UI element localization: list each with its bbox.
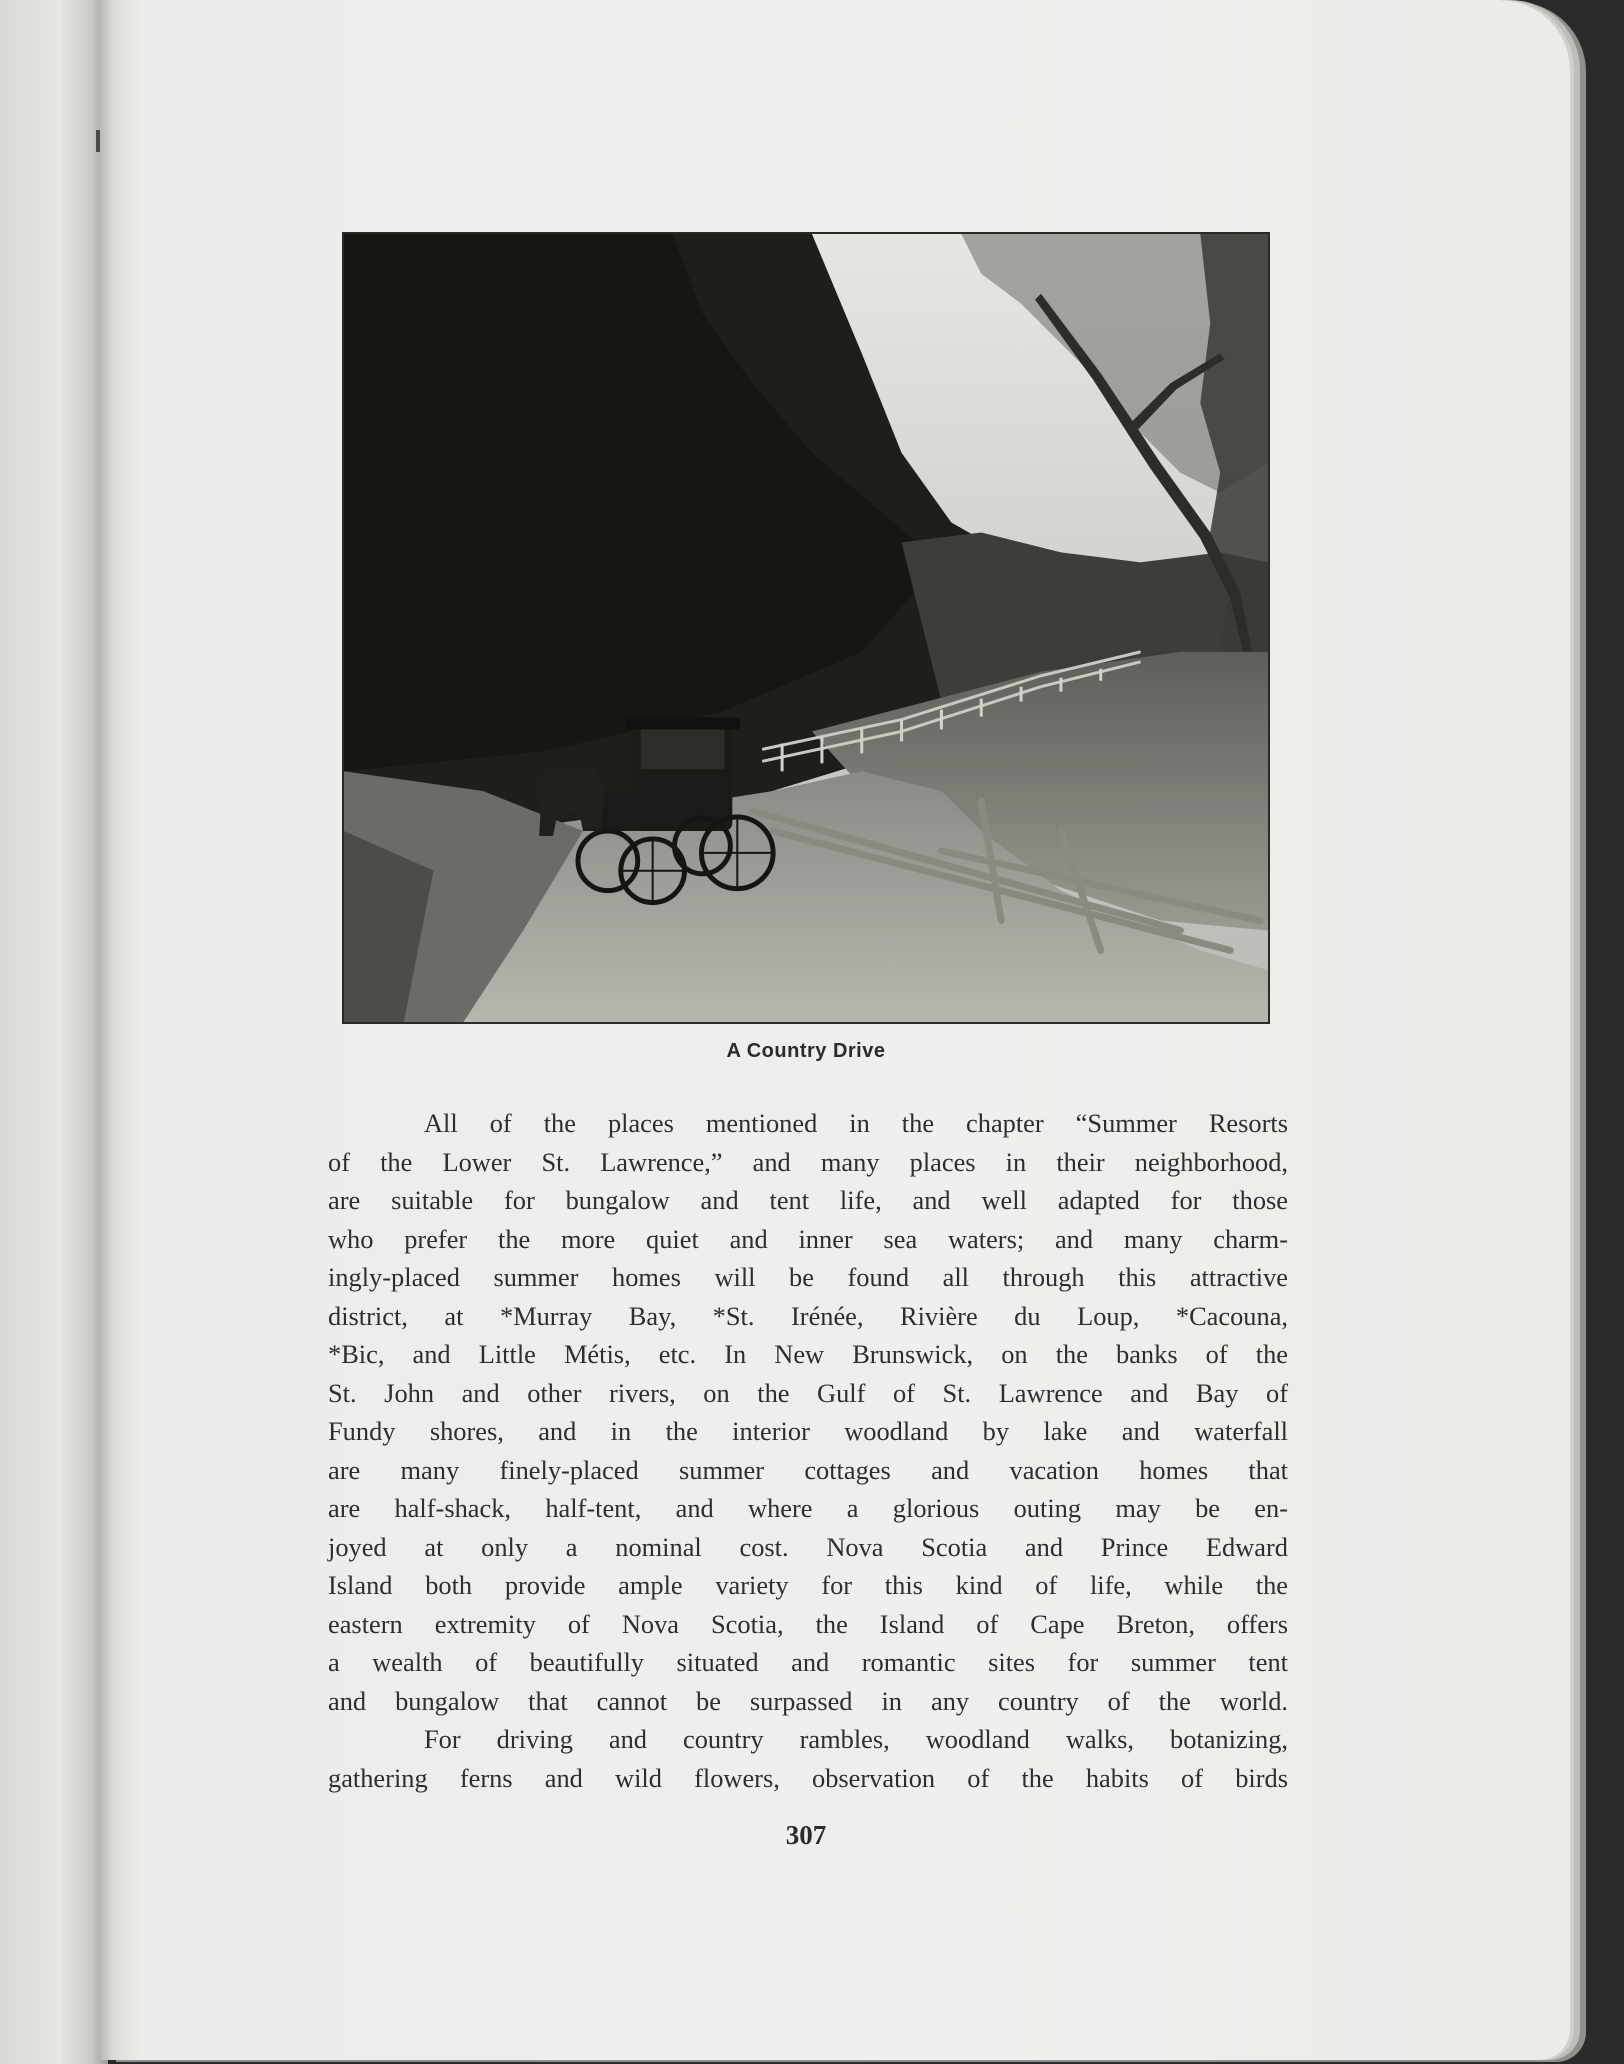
text-line: and bungalow that cannot be surpassed in any country of the world.: [328, 1685, 1288, 1716]
text-line: All of the places mentioned in the chapter “Summer Resorts: [424, 1108, 1288, 1138]
book-page: [100, 0, 1570, 2060]
text-line: *Bic, and Little Métis, etc. In New Brunswick, on the banks of the: [328, 1339, 1288, 1369]
figure-caption: A Country Drive: [726, 1040, 886, 1062]
text-line: are half-shack, half-tent, and where a glorious outing may be en-: [328, 1493, 1288, 1523]
text-line: Fundy shores, and in the interior woodland by lake and waterfall: [328, 1416, 1288, 1446]
previous-page-edge: [0, 0, 108, 2064]
text-line: For driving and country rambles, woodland walks, botanizing,: [424, 1724, 1288, 1754]
text-line: district, at *Murray Bay, *St. Irénée, Rivière du Loup, *Cacouna,: [328, 1300, 1288, 1331]
body-paragraphs: [328, 1104, 1288, 1797]
text-line: joyed at only a nominal cost. Nova Scotia and Prince Edward: [328, 1531, 1288, 1562]
page-number: 307: [785, 1820, 827, 1850]
text-line: St. John and other rivers, on the Gulf of St. Lawrence and Bay of: [328, 1377, 1288, 1408]
photo-illustration: [344, 234, 1268, 1022]
text-line: gathering ferns and wild flowers, observation of the habits of birds: [328, 1762, 1288, 1793]
country-drive-photograph: [342, 232, 1270, 1024]
text-line: are suitable for bungalow and tent life, and well adapted for those: [328, 1185, 1288, 1215]
text-line: ingly-placed summer homes will be found all through this attractive: [328, 1262, 1288, 1292]
text-line: Island both provide ample variety for this kind of life, while the: [328, 1570, 1288, 1600]
text-line: are many finely-placed summer cottages and vacation homes that: [328, 1454, 1288, 1485]
text-line: of the Lower St. Lawrence,” and many places in their neighborhood,: [328, 1146, 1288, 1177]
text-line: who prefer the more quiet and inner sea waters; and many charm-: [328, 1223, 1288, 1254]
text-line: eastern extremity of Nova Scotia, the Island of Cape Breton, offers: [328, 1608, 1288, 1639]
text-line: a wealth of beautifully situated and romantic sites for summer tent: [328, 1647, 1288, 1677]
